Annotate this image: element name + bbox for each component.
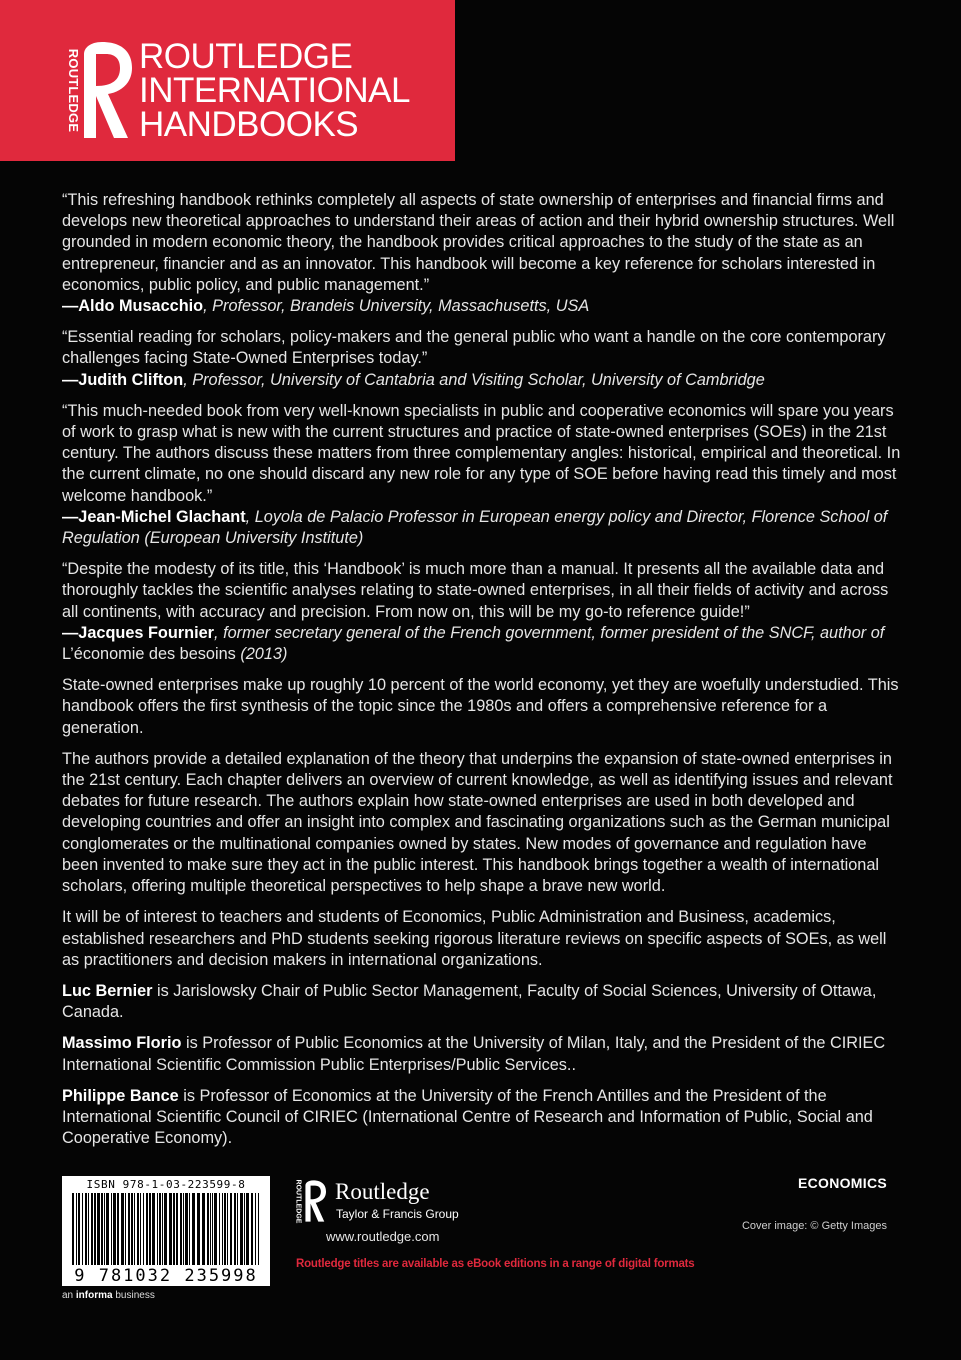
barcode-bar <box>162 1193 163 1265</box>
series-brand-block <box>0 0 455 161</box>
barcode-bar <box>197 1193 200 1265</box>
barcode-bar <box>82 1193 83 1265</box>
isbn-label: ISBN 978-1-03-223599-8 <box>86 1178 246 1191</box>
endorsement-quote: “This refreshing handbook rethinks completely all aspects of state ownership of enterprises and financial firms and develops new theoretical approaches to understand their areas of action and their hybrid ownership structures. Well grounded in modern economic theory, the handbook provides critical approaches to the study of the state as an entrepreneur, financier and as an innovator. This handbook will become a key reference for scholars interested in economics, public policy, and public management.” <box>62 191 895 294</box>
author-bio-text: is Professor of Public Economics at the University of Milan, Italy, and the President of the CIRIEC International Scientific Commission Public Enterprises/Public Services.. <box>62 1034 886 1074</box>
author-name: Luc Bernier <box>62 981 153 1000</box>
author-name: Massimo Florio <box>62 1034 182 1053</box>
barcode-bar <box>173 1193 175 1265</box>
endorser-affiliation: , Professor, University of Cantabria and Visiting Scholar, University of Cambridge <box>183 370 765 389</box>
barcode-bar <box>169 1193 172 1265</box>
author-bio-text: is Jarislowsky Chair of Public Sector Management, Faculty of Social Sciences, University of Ottawa, Canada. <box>62 981 877 1022</box>
barcode-bar <box>202 1193 205 1265</box>
barcode-bar <box>85 1193 87 1265</box>
barcode-bars-icon <box>72 1193 262 1265</box>
series-title-line: ROUTLEDGE <box>139 37 353 76</box>
barcode-bar <box>251 1193 253 1265</box>
barcode-bar <box>255 1193 256 1265</box>
publisher-logo-vertical-text: ROUTLEDGE <box>294 1179 302 1223</box>
endorsement <box>62 401 902 549</box>
barcode-bar <box>88 1193 89 1265</box>
barcode-bar <box>244 1193 245 1265</box>
barcode-bar <box>113 1193 116 1265</box>
barcode-bar <box>137 1193 139 1265</box>
barcode-bar <box>258 1193 259 1265</box>
cited-book-year: (2013) <box>235 645 288 664</box>
subject-category: ECONOMICS <box>797 1175 887 1191</box>
cited-book-title: L’économie des besoins <box>62 645 236 664</box>
barcode-bar <box>106 1193 109 1265</box>
series-title-line: INTERNATIONAL <box>139 71 410 110</box>
barcode-bar <box>121 1193 124 1265</box>
series-logo-vertical-text: ROUTLEDGE <box>66 48 82 132</box>
endorsement <box>62 559 902 665</box>
barcode-bar <box>240 1193 243 1265</box>
barcode-bar <box>180 1193 182 1265</box>
endorsement-attribution <box>62 623 902 665</box>
barcode-bar <box>164 1193 167 1265</box>
barcode-bar <box>143 1193 144 1265</box>
barcode-bar <box>78 1193 80 1265</box>
barcode-bar <box>140 1193 141 1265</box>
barcode-bar <box>97 1193 100 1265</box>
barcode-bar <box>94 1193 96 1265</box>
isbn-barcode <box>62 1176 270 1286</box>
endorsement-quote: “This much-needed book from very well-known specialists in public and cooperative economics will spare you years of work to grasp what is new with the current structures and practice of state-owned enterprises (SOEs) in the 21st century. The authors discuss these matters from three complementary angles: historical, empirical and theoretical. In the current climate, no one should discard any new role for any type of SOE before having read this timely and most welcome handbook.” <box>62 401 901 505</box>
endorser-affiliation: , former secretary general of the French government, former president of the SNCF, author of <box>214 623 885 642</box>
informa-brand: informa <box>75 1290 113 1301</box>
endorsement-quote: “Despite the modesty of its title, this ‘Handbook’ is much more than a manual. It presents all the available data and thoroughly tackles the scientific analyses relating to state-owned enterprises, in all their fields of activity and across all continents, with accuracy and precision. From now on, this will be my go-to reference guide!” <box>62 560 889 621</box>
endorsement <box>62 327 902 391</box>
barcode-bar <box>192 1193 195 1265</box>
barcode-bar <box>222 1193 223 1265</box>
barcode-bar <box>214 1193 217 1265</box>
barcode-number: 9 781032 235998 <box>74 1266 258 1286</box>
barcode-bar <box>117 1193 119 1265</box>
barcode-bar <box>152 1193 155 1265</box>
barcode-bar <box>91 1193 93 1265</box>
barcode-bar <box>159 1193 161 1265</box>
barcode-bar <box>237 1193 238 1265</box>
barcode-bar <box>189 1193 190 1265</box>
publisher-url: www.routledge.com <box>326 1229 440 1244</box>
barcode-bar <box>234 1193 236 1265</box>
barcode-bar <box>72 1193 74 1265</box>
barcode-bar <box>157 1193 158 1265</box>
description-paragraph: State-owned enterprises make up roughly 10 percent of the world economy, yet they are woefully understudied. This handbook offers the first synthesis of the topic since the 1980s and offers a comprehensive reference for a generation. <box>62 676 899 737</box>
series-title <box>139 37 410 144</box>
barcode-bar <box>76 1193 77 1265</box>
barcode-bar <box>185 1193 188 1265</box>
series-title-line: HANDBOOKS <box>139 105 359 144</box>
barcode-bar <box>128 1193 130 1265</box>
cover-image-credit: Cover image: © Getty Images <box>741 1220 887 1232</box>
author-bio <box>62 981 902 1023</box>
barcode-bar <box>246 1193 249 1265</box>
endorsement-quote: “Essential reading for scholars, policy-makers and the general public who want a handle on the core contemporary challenges facing State-Owned Enterprises today.” <box>62 328 886 368</box>
barcode-bar <box>207 1193 209 1265</box>
barcode-bar <box>230 1193 232 1265</box>
endorsement-attribution <box>62 370 902 391</box>
endorser-name: —Jacques Fournier <box>62 623 215 642</box>
endorser-affiliation: , Professor, Brandeis University, Massachusetts, USA <box>203 297 590 316</box>
barcode-bar <box>101 1193 103 1265</box>
barcode-bar <box>224 1193 226 1265</box>
ebook-note: Routledge titles are available as eBook editions in a range of digital formats <box>296 1258 695 1270</box>
informa-business-note: an informa business <box>62 1290 155 1301</box>
endorsement-attribution <box>62 296 902 317</box>
barcode-bar <box>131 1193 133 1265</box>
barcode-bar <box>104 1193 105 1265</box>
barcode-bar <box>125 1193 126 1265</box>
barcode-bar <box>176 1193 178 1265</box>
barcode-bar <box>183 1193 184 1265</box>
publisher-name: Routledge <box>335 1179 430 1204</box>
barcode-bar <box>111 1193 112 1265</box>
back-cover-text <box>62 190 902 1159</box>
endorser-name: —Judith Clifton <box>62 370 184 389</box>
author-bio <box>62 1033 902 1075</box>
endorser-name: —Aldo Musacchio <box>62 297 204 316</box>
barcode-bar <box>219 1193 220 1265</box>
publisher-group: Taylor & Francis Group <box>336 1207 459 1221</box>
endorser-affiliation: , Loyola de Palacio Professor in European energy policy and Director, Florence School of Regulation (European University Institute) <box>62 507 888 548</box>
description-paragraph: It will be of interest to teachers and students of Economics, Public Administration and Business, academics, established researchers and PhD students seeking rigorous literature reviews on specific aspects of SOEs, as well as practitioners and decision makers in international organizations. <box>62 908 887 969</box>
author-name: Philippe Bance <box>62 1086 179 1105</box>
author-bio-text: is Professor of Economics at the University of the French Antilles and the President of the International Scientific Council of CIRIEC (International Centre of Research and Information of Public, Social and Cooperative Economy). <box>62 1086 873 1148</box>
description-paragraph: The authors provide a detailed explanation of the theory that underpins the expansion of state-owned enterprises in the 21st century. Each chapter delivers an overview of current knowledge, as well as identifying issues and relevant debates for future research. The authors explain how state-owned enterprises are used in both developed and developing countries and offer an insight into complex and fascinating organizations such as the German municipal conglomerates or the multinational companies owned by states. New modes of governance and regulation have been invented to make sure they act in the public interest. This handbook brings together a wealth of international scholars, offering multiple theoretical perspectives to help shape a brave new world. <box>62 749 893 896</box>
endorsement <box>62 190 902 317</box>
author-bio <box>62 1086 902 1150</box>
barcode-bar <box>210 1193 211 1265</box>
endorsement-attribution <box>62 507 902 549</box>
barcode-bar <box>212 1193 213 1265</box>
barcode-bar <box>149 1193 151 1265</box>
barcode-bar <box>134 1193 135 1265</box>
endorser-name: —Jean-Michel Glachant <box>62 507 246 526</box>
barcode-bar <box>227 1193 228 1265</box>
barcode-bar <box>146 1193 148 1265</box>
